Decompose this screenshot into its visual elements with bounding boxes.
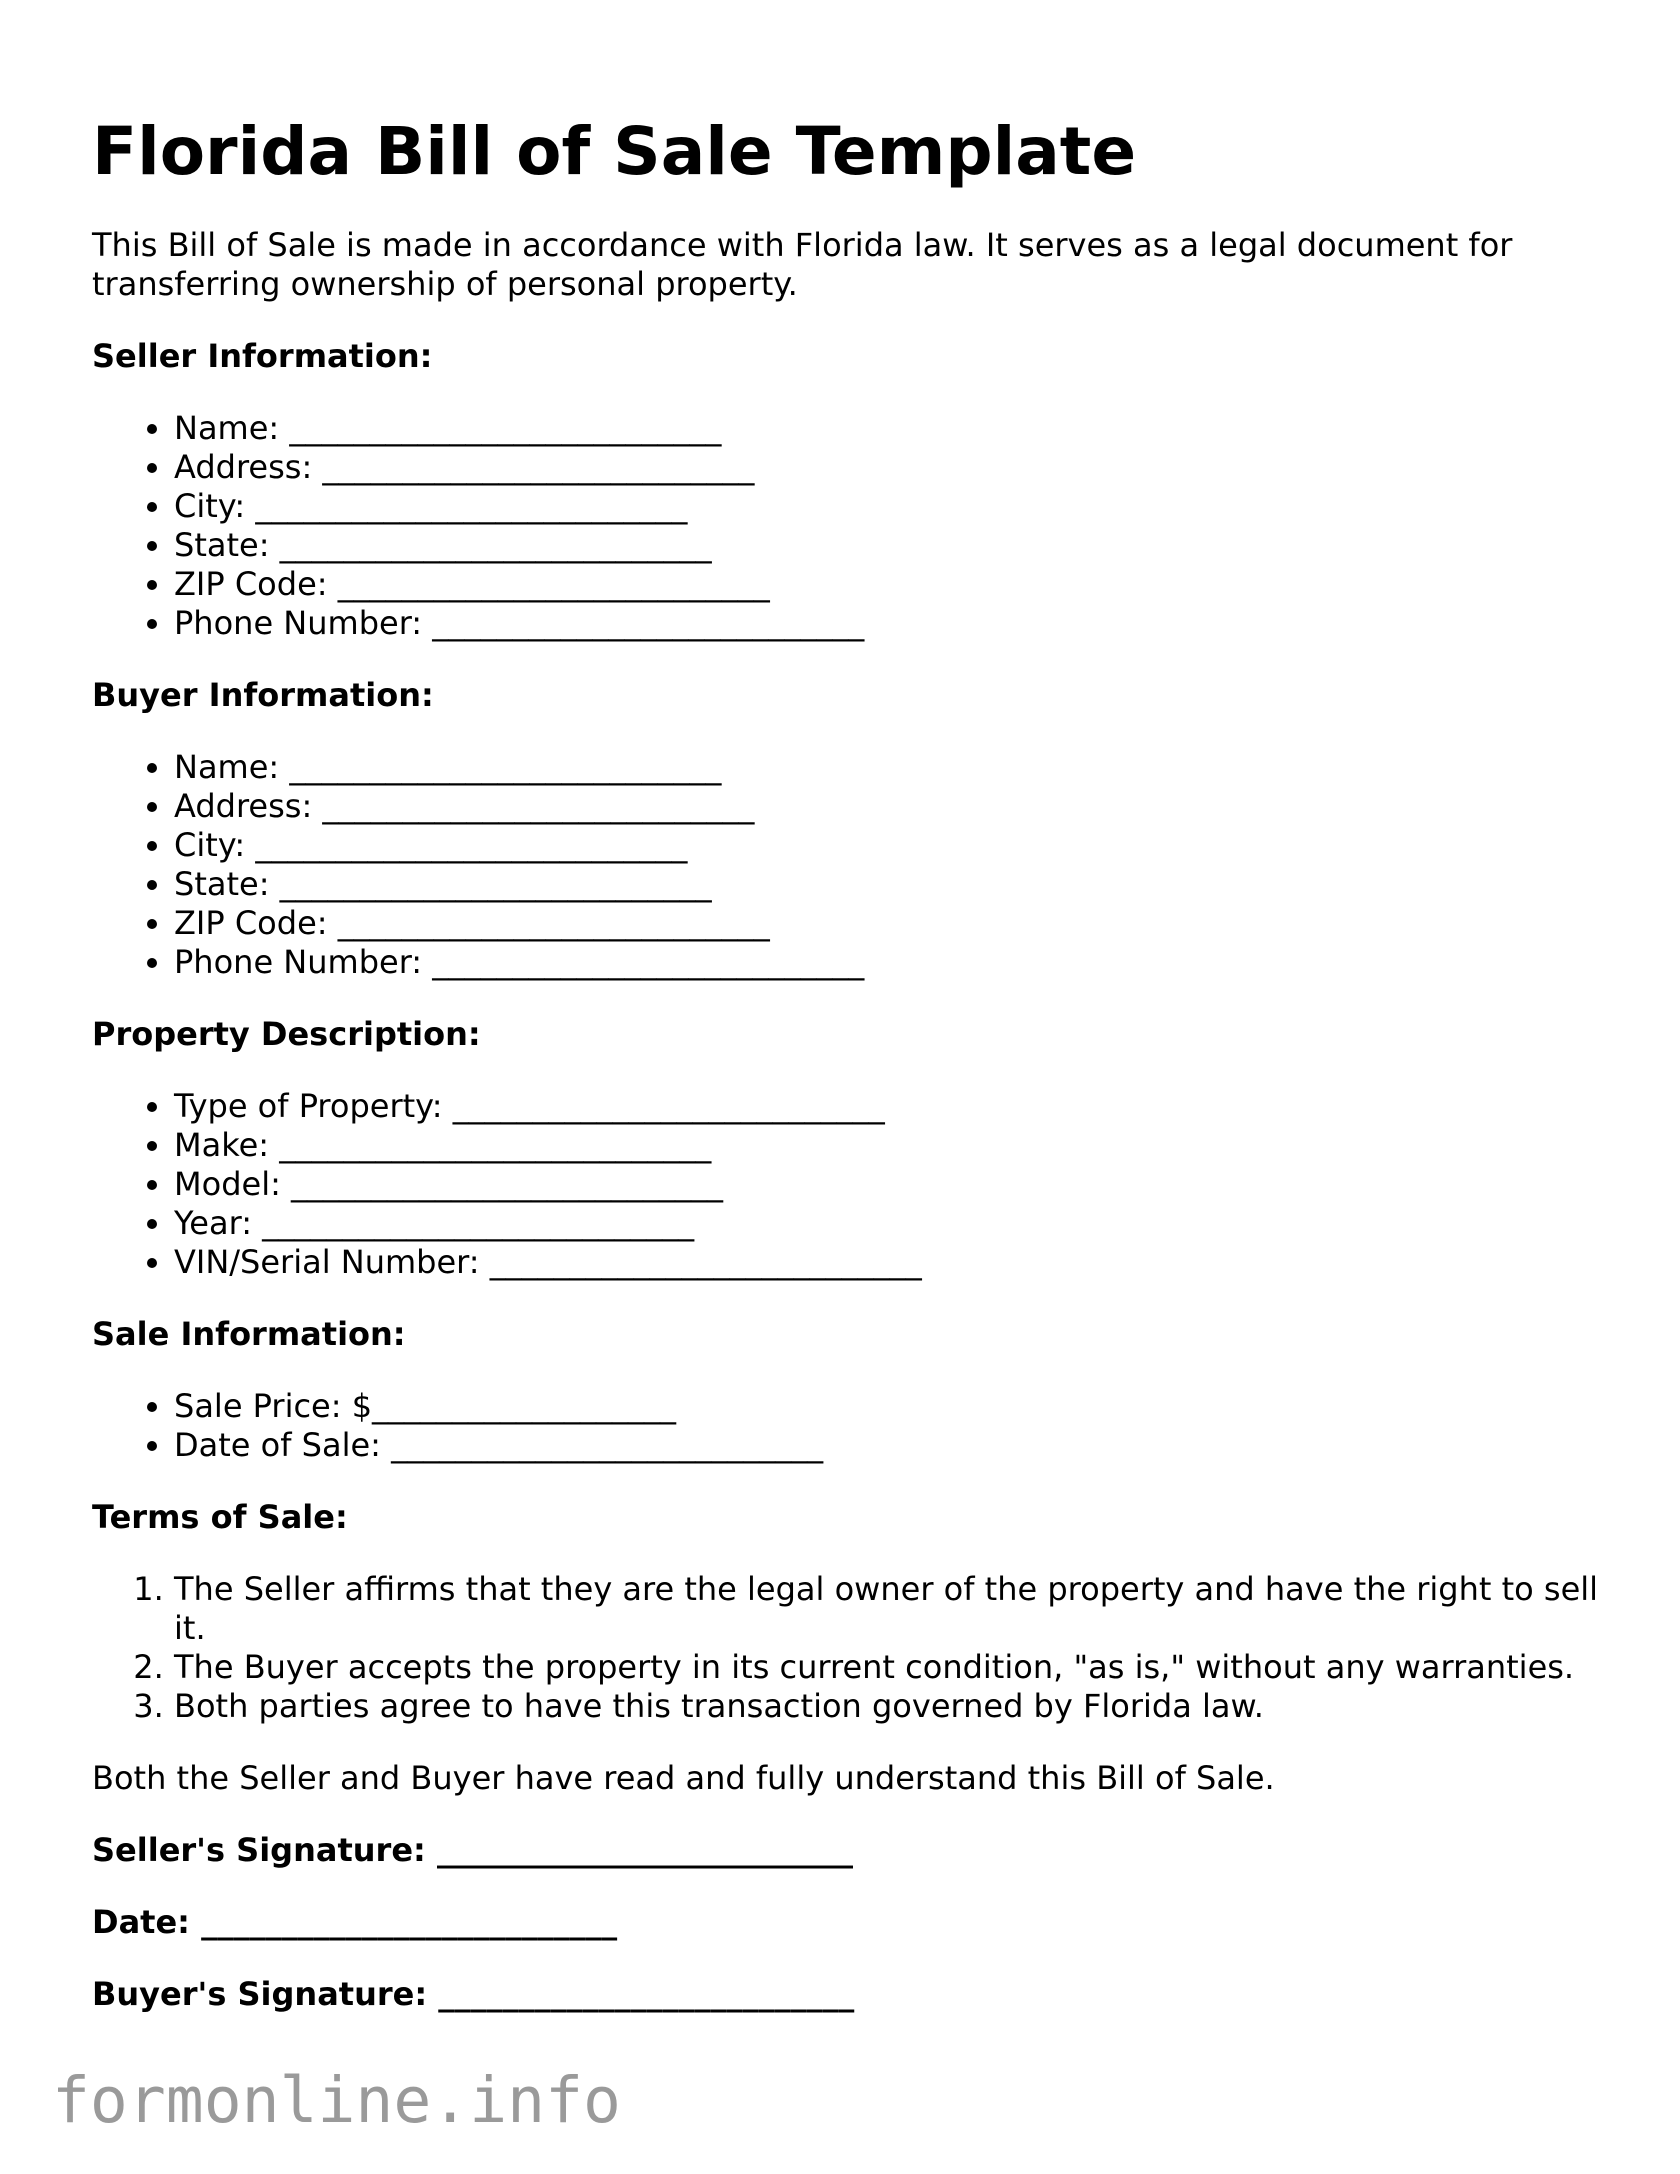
field-label: VIN/Serial Number: (174, 1243, 480, 1281)
property-model-field (174, 1165, 1602, 1204)
signature-label: Seller's Signature: (92, 1831, 426, 1869)
field-label: Type of Property: (174, 1087, 443, 1125)
property-year-field (174, 1204, 1602, 1243)
field-label: Phone Number: (174, 943, 423, 981)
buyer-signature-line (92, 1975, 1602, 2014)
signature-blank: __________________________ (201, 1903, 618, 1941)
seller-signature-line (92, 1831, 1602, 1870)
fill-in-blank: ___________________________ (262, 1204, 695, 1242)
field-label: Model: (174, 1165, 281, 1203)
property-fields (92, 1087, 1602, 1282)
fill-in-blank: ___________________________ (432, 604, 865, 642)
fill-in-blank: ___________________________ (452, 1087, 885, 1125)
fill-in-blank: ___________________________ (255, 826, 688, 864)
fill-in-blank: ___________________________ (279, 1126, 712, 1164)
fill-in-blank: ___________________________ (291, 1165, 724, 1203)
fill-in-blank: ___________________________ (279, 865, 712, 903)
term-item: 3. Both parties agree to have this transaction governed by Florida law. (174, 1687, 1602, 1726)
field-label: Address: (174, 448, 313, 486)
terms-list (92, 1570, 1602, 1726)
fill-in-blank: ___________________________ (489, 1243, 922, 1281)
buyer-address-field (174, 787, 1602, 826)
field-label: Date of Sale: (174, 1426, 381, 1464)
property-type-field (174, 1087, 1602, 1126)
sale-date-field (174, 1426, 1602, 1465)
fill-in-blank: ___________________________ (279, 526, 712, 564)
seller-heading: Seller Information: (92, 337, 433, 375)
document-page (92, 112, 1602, 2047)
fill-in-blank: ___________________________ (289, 409, 722, 447)
property-vin-field (174, 1243, 1602, 1282)
fill-in-blank: ___________________________ (337, 565, 770, 603)
buyer-zip-field (174, 904, 1602, 943)
fill-in-blank: ___________________________ (255, 487, 688, 525)
field-label: ZIP Code: (174, 565, 328, 603)
seller-state-field (174, 526, 1602, 565)
page-title: Florida Bill of Sale Template (92, 113, 1137, 190)
sale-price-field (174, 1387, 1602, 1426)
signature-label: Date: (92, 1903, 190, 1941)
seller-city-field (174, 487, 1602, 526)
watermark: formonline.info (52, 2064, 621, 2137)
field-label: Phone Number: (174, 604, 423, 642)
buyer-fields (92, 748, 1602, 982)
fill-in-blank: ___________________________ (337, 904, 770, 942)
buyer-city-field (174, 826, 1602, 865)
field-label: City: (174, 487, 246, 525)
sale-fields (92, 1387, 1602, 1465)
fill-in-blank: ___________________________ (432, 943, 865, 981)
acknowledgement-paragraph: Both the Seller and Buyer have read and fully understand this Bill of Sale. (92, 1759, 1275, 1797)
field-label: Year: (174, 1204, 252, 1242)
seller-phone-field (174, 604, 1602, 643)
buyer-name-field (174, 748, 1602, 787)
field-label: Name: (174, 748, 280, 786)
field-label: State: (174, 526, 270, 564)
field-label: City: (174, 826, 246, 864)
seller-zip-field (174, 565, 1602, 604)
terms-heading: Terms of Sale: (92, 1498, 348, 1536)
field-label: Address: (174, 787, 313, 825)
fill-in-blank: ___________________ (372, 1387, 677, 1425)
seller-address-field (174, 448, 1602, 487)
property-make-field (174, 1126, 1602, 1165)
field-label: Sale Price: $ (174, 1387, 373, 1425)
buyer-state-field (174, 865, 1602, 904)
signature-blank: __________________________ (436, 1831, 853, 1869)
signature-label: Buyer's Signature: (92, 1975, 428, 2013)
property-heading: Property Description: (92, 1015, 481, 1053)
term-item: 2. The Buyer accepts the property in its current condition, "as is," without any warranties. (174, 1648, 1602, 1687)
term-item: 1. The Seller affirms that they are the legal owner of the property and have the right to sell it. (174, 1570, 1602, 1648)
field-label: State: (174, 865, 270, 903)
buyer-heading: Buyer Information: (92, 676, 434, 714)
fill-in-blank: ___________________________ (391, 1426, 824, 1464)
buyer-phone-field (174, 943, 1602, 982)
fill-in-blank: ___________________________ (289, 748, 722, 786)
fill-in-blank: ___________________________ (322, 448, 755, 486)
seller-name-field (174, 409, 1602, 448)
sale-heading: Sale Information: (92, 1315, 406, 1353)
fill-in-blank: ___________________________ (322, 787, 755, 825)
field-label: Make: (174, 1126, 270, 1164)
field-label: ZIP Code: (174, 904, 328, 942)
date-signature-line (92, 1903, 1602, 1942)
intro-paragraph: This Bill of Sale is made in accordance with Florida law. It serves as a legal document for transferring ownership of personal property. (92, 226, 1513, 303)
signature-blank: __________________________ (438, 1975, 855, 2013)
seller-fields (92, 409, 1602, 643)
field-label: Name: (174, 409, 280, 447)
